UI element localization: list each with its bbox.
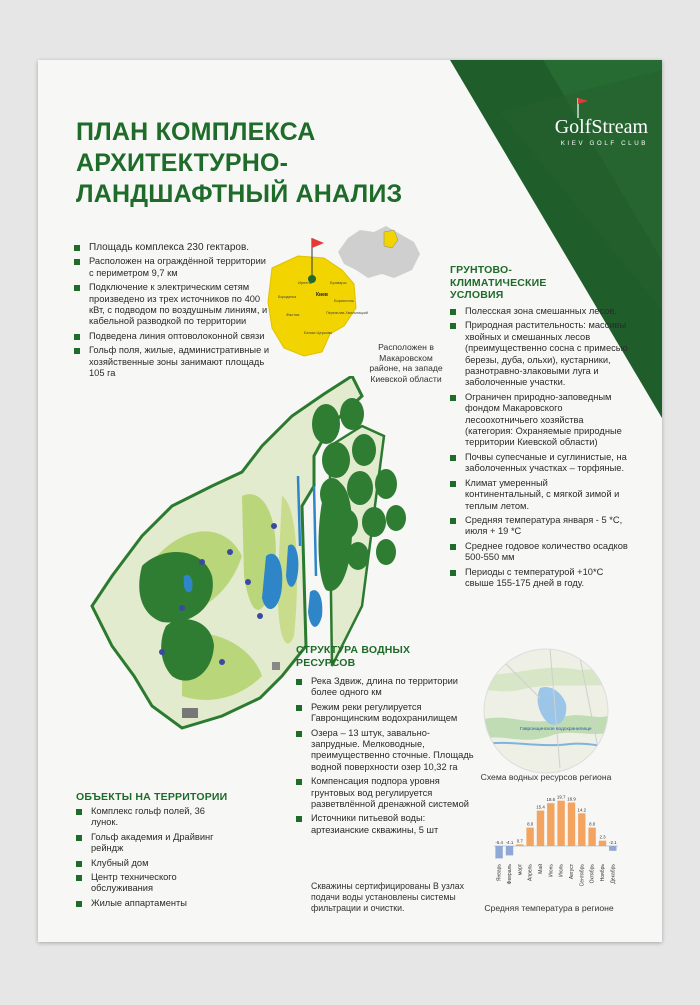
list-item: Гольф академия и Драйвинг рейндж: [76, 832, 226, 855]
svg-text:Киев: Киев: [316, 292, 328, 298]
list-item: Полесская зона смешанных лесов.: [450, 306, 628, 317]
list-item: Режим реки регулируется Гавронщинским водохранилищем: [296, 702, 476, 725]
list-item: Гольф поля, жилые, административные и хозяйственные зоны занимают площадь 105 га: [74, 345, 270, 379]
clubhouse: [182, 708, 198, 718]
svg-text:Бородянка: Бородянка: [278, 295, 296, 299]
month-label: Июль: [558, 864, 565, 877]
facts-list: [74, 242, 270, 382]
svg-text:Фастов: Фастов: [286, 312, 300, 317]
golfstream-logo: GolfStream KIEV GOLF CLUB: [554, 116, 648, 147]
month-label: Ноябрь: [600, 864, 606, 882]
svg-text:Бровары: Бровары: [330, 280, 347, 285]
bar-value-label: 8.0: [589, 821, 596, 827]
temperature-bar: [516, 844, 523, 846]
month-label: Январь: [496, 864, 503, 882]
temperature-bar: [609, 846, 616, 851]
month-label: Август: [569, 864, 575, 880]
bar-value-label: 15.4: [536, 804, 545, 810]
map-flag-icon: [312, 238, 324, 248]
list-item: Река Здвиж, длина по территории более одного км: [296, 676, 476, 699]
hole-marker: [179, 605, 185, 611]
bar-value-label: 18.6: [546, 797, 556, 803]
list-item: Клубный дом: [76, 858, 226, 869]
forest-clumps: [296, 384, 436, 604]
list-item: Почвы супесчаные и суглинистые, на заболоченных участках – торфяные.: [450, 452, 628, 475]
bar-value-label: 0.7: [516, 838, 523, 844]
objects-heading: ОБЪЕКТЫ НА ТЕРРИТОРИИ: [76, 791, 228, 803]
list-item: Средняя температура января - 5 *С, июля + 19 *С: [450, 515, 628, 538]
temperature-bar: [578, 813, 585, 846]
list-item: Площадь комплекса 230 гектаров.: [74, 242, 270, 253]
temperature-bar: [495, 846, 502, 858]
list-item: Источники питьевой воды: артезианские скважины, 5 шт: [296, 813, 476, 836]
buildings: [272, 662, 280, 670]
climate-heading: ГРУНТОВО-КЛИМАТИЧЕСКИЕ УСЛОВИЯ: [450, 264, 547, 301]
temperature-bar: [537, 811, 544, 846]
month-label: Декабрь: [610, 864, 617, 884]
list-item: Природная растительность: массивы хвойных и смешанных лесов (преимущественно сосна с примесью березы, дуба, ольхи), кустарники, разнотравно-злаковыми луга и заболоченные участки.: [450, 320, 628, 388]
region-caption: Расположен в Макаровском районе, на западе Киевской области: [369, 342, 443, 384]
month-label: Октябрь: [589, 864, 596, 884]
page-title: ПЛАН КОМПЛЕКСА АРХИТЕКТУРНО- ЛАНДШАФТНЫЙ АНАЛИЗ: [76, 118, 403, 208]
bar-value-label: 18.9: [567, 796, 576, 802]
temperature-bar: [568, 803, 575, 847]
svg-text:Белая Церковь: Белая Церковь: [304, 330, 333, 335]
temperature-chart: [482, 784, 622, 908]
list-item: Центр технического обслуживания: [76, 872, 226, 895]
climate-list: [450, 306, 628, 592]
list-item: Климат умеренный континентальный, с мягкой зимой и теплым летом.: [450, 478, 628, 512]
list-item: Расположен на ограждённой территории с периметром 9,7 км: [74, 256, 270, 279]
temperature-bar: [557, 801, 564, 846]
month-label: март: [517, 864, 524, 876]
bar-value-label: -4.1: [505, 840, 514, 845]
temperature-bar: [506, 846, 513, 855]
hole-marker: [227, 549, 233, 555]
poster-sheet: [38, 60, 662, 942]
month-label: Июнь: [548, 864, 555, 877]
hole-marker: [219, 659, 225, 665]
water-heading: СТРУКТУРА ВОДНЫХ РЕСУРСОВ: [296, 644, 411, 669]
bar-value-label: 8.0: [527, 821, 534, 827]
list-item: Подключение к электрическим сетям произведено из трех источников по 400 кВт, с подводом по воздушным линиям, и кабельной разводкой по территории: [74, 282, 270, 328]
svg-text:Ирпень: Ирпень: [298, 280, 312, 285]
water-map: [480, 648, 612, 774]
month-label: Февраль: [507, 864, 513, 885]
temperature-bar: [599, 841, 606, 846]
svg-text:Борисполь: Борисполь: [334, 298, 355, 303]
bar-value-label: -2.1: [609, 840, 617, 845]
water-list: [296, 676, 476, 839]
list-item: Среднее годовое количество осадков 500-550 мм: [450, 541, 628, 564]
list-item: Периоды с температурой +10*С свыше 155-175 дней в году.: [450, 567, 628, 590]
list-item: Компенсация подпора уровня грунтовых вод регулируется разветвлённой дренажной системой: [296, 776, 476, 810]
list-item: Озера – 13 штук, завально-запрудные. Мелководные, преимущественно сточные. Площадь водной поверхности озер 10,32 га: [296, 728, 476, 774]
temperature-bar: [547, 803, 554, 846]
ukraine-outline: [338, 226, 420, 278]
list-item: Ограничен природно-заповедным фондом Макаровского лесоохотничьего хозяйства (категория: Охраняемые природные территории Киевской области): [450, 392, 628, 449]
water-note: Скважины сертифицированы В узлах подачи воды установлены системы фильтрации и очистки.: [311, 881, 465, 913]
hole-marker: [199, 559, 205, 565]
list-item: Комплекс гольф полей, 36 лунок.: [76, 806, 226, 829]
hole-marker: [159, 649, 165, 655]
month-label: Апрель: [527, 864, 534, 881]
bar-value-label: -5.4: [495, 840, 503, 845]
temperature-bar: [526, 828, 533, 846]
chart-title: Средняя температура в регионе: [484, 903, 614, 913]
hole-marker: [257, 613, 263, 619]
list-item: Жилые аппартаменты: [76, 898, 226, 909]
month-label: Сентябрь: [579, 864, 586, 887]
flag-icon: [576, 96, 590, 120]
svg-text:Гавронщинское водохранилище: Гавронщинское водохранилище: [520, 727, 592, 732]
objects-list: [76, 806, 226, 912]
hole-marker: [271, 523, 277, 529]
month-label: Май: [538, 864, 544, 874]
water-map-caption: Схема водных ресурсов региона: [480, 772, 612, 782]
svg-text:Переяслав-Хмельницкий: Переяслав-Хмельницкий: [326, 311, 368, 315]
temperature-bar: [588, 828, 595, 846]
hole-marker: [245, 579, 251, 585]
list-item: Подведена линия оптоволоконной связи: [74, 331, 270, 342]
bar-value-label: 19.7: [556, 794, 566, 800]
bar-value-label: 2.3: [599, 834, 606, 840]
bar-value-label: 14.2: [577, 807, 587, 813]
